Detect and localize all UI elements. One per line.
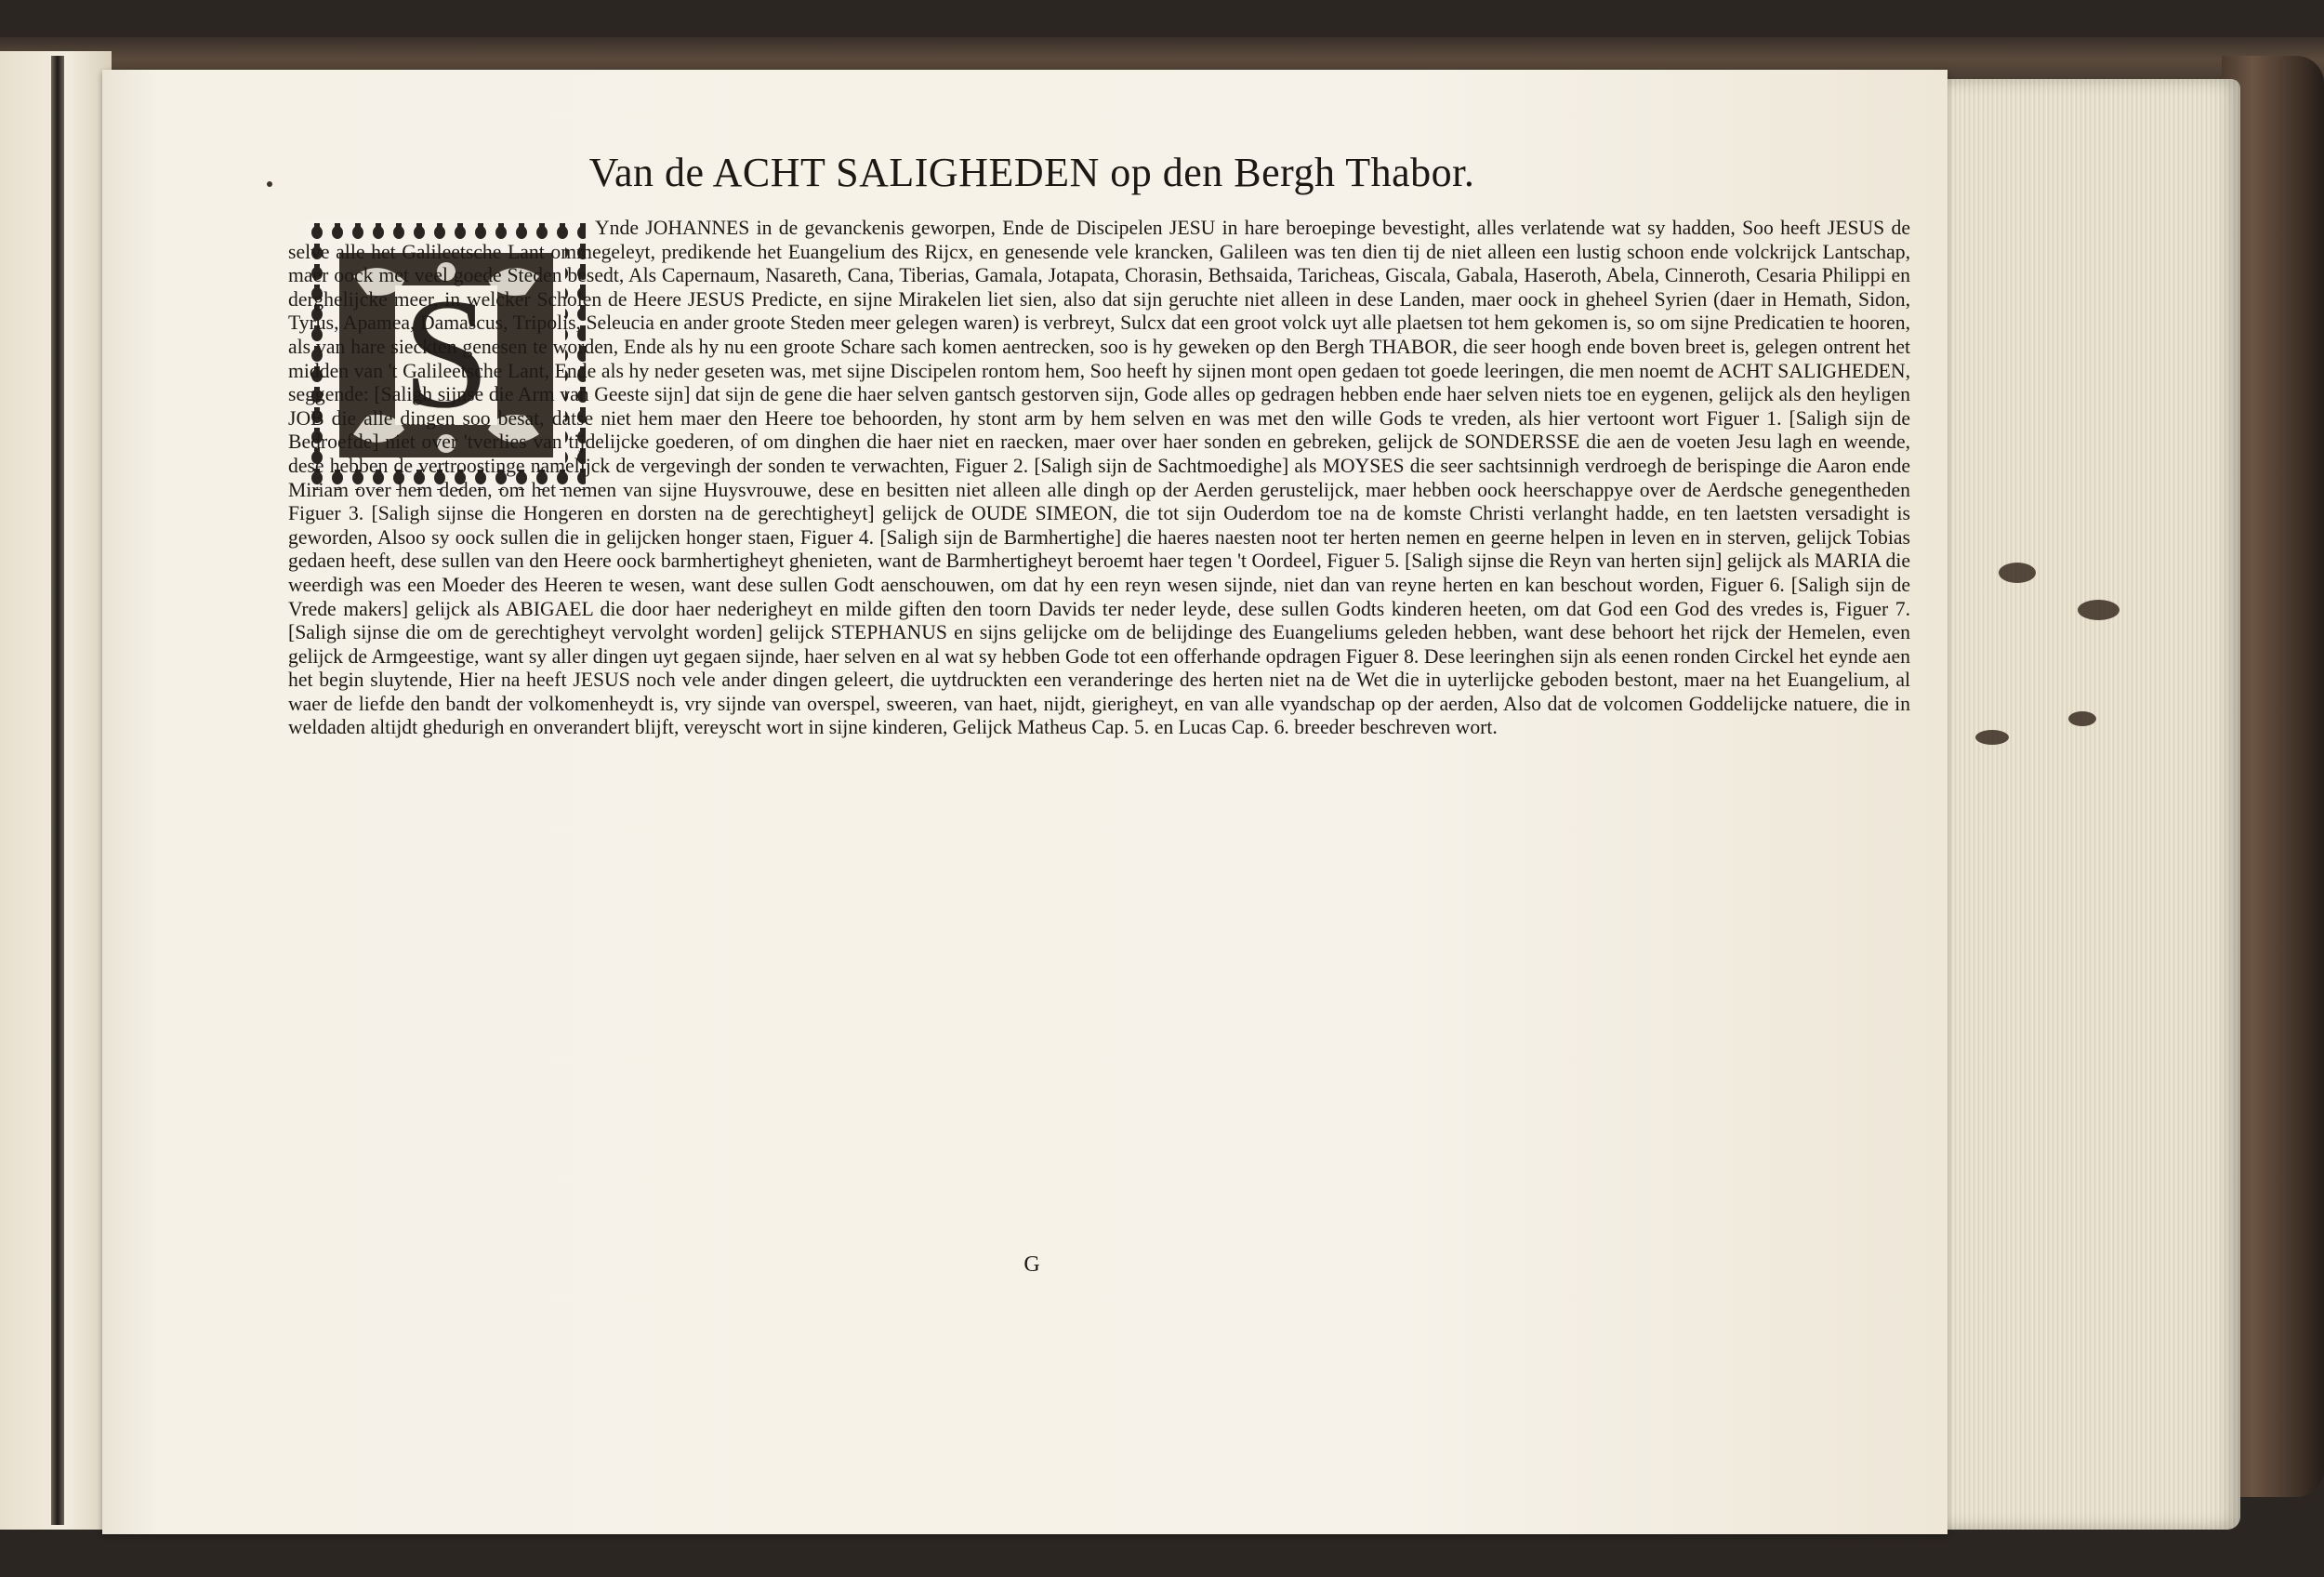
stain-mark xyxy=(1975,730,2009,745)
stain-mark xyxy=(2068,711,2096,726)
page-block-edges xyxy=(1929,79,2240,1530)
svg-text:S: S xyxy=(402,266,491,441)
stain-mark xyxy=(1999,563,2036,583)
body-paragraph: Ynde JOHANNES in de gevanckenis geworpen, Ende de Discipelen JESU in hare beroepinge bevestight, alles verlatende wat sy hadden, Soo heeft JESUS de selve alle het Galileetsche Lant ommegeleyt, predikende het Euangelium des Rijcx, en genesende vele krancken, Galileen was ten dien tij de niet alleen een lustig schoon ende volckrijck Lantschap, maer oock met veel goede Steden besedt, Als Capernaum, Nasareth, Cana, Tiberias, Gamala, Jotapata, Chorasin, Bethsaida, Taricheas, Giscala, Gabala, Haseroth, Abela, Cinneroth, Cesaria Philippi en derghelijcke meer, in welcker Scholen de Heere JESUS Predicte, en sijne Mirakelen liet sien, also dat sijn geruchte niet alleen in dese Landen, maer oock in gheheel Syrien (daer in Hemath, Sidon, Tyrus, Apamea, Damascus, Tripolis, Seleucia en ander groote Steden meer gelegen waren) is verbreyt, Sulcx dat een groot volck uyt alle plaetsen tot hem gekomen is, so om sijne Predicatien te hooren, als van hare sieckten genesen te worden, Ende als hy nu een groote Schare sach komen aentrecken, soo is hy geweken op den Bergh THABOR, die seer hoogh ende boven breet is, gelegen ontrent het midden van 't Galileetsche Lant, Ende als hy neder geseten was, met sijne Discipelen rontom hem, Soo heeft hy sijnen mont open gedaen tot goede leeringen, die men noemt de ACHT SALIGHEDEN, seggende: [Saligh sijnse die Arm van Geeste sijn] dat sijn de gene die haer selven gantsch gestorven sijn, Gode alles op gedragen hebben ende haer selven niets toe en eygenen, gelijck als den heyligen JOB die alle dingen soo besat, datse niet hem maer den Heere toe behoorden, hy stont arm by hem selven en was met den wille Gods te vreden, als hier vertoont wort Figuer 1. [Saligh sijn de Bedroefde] niet over 'tverlies van tijdelijcke goederen, of om dinghen die haer niet en raecken, maer over haer sonden en gebreken, gelijck de SONDERSSE die aen de voeten Jesu lagh en weende, dese hebben de vertroostinge namelijck de vergevingh der sonden te verwachten, Figuer 2. [Saligh sijn de Sachtmoedighe] als MOYSES die seer sachtsinnigh verdroegh de berispinge die Aaron ende Miriam over hem deden, om het nemen van sijne Huysvrouwe, dese en besitten niet alleen alle dingh op der Aerden gerustelijck, maer hebben oock heerschappye over de Aerdsche genegentheden Figuer 3. [Saligh sijnse die Hongeren en dorsten na de gerechtigheyt] gelijck de OUDE SIMEON, die tot sijn Ouderdom toe na de komste Christi verlanght hadde, en ten laetsten versadight is geworden, Alsoo sy oock sullen die in gelijcken honger staen, Figuer 4. [Saligh sijn de Barmhertighe] die haeres naesten noot ter herten nemen en geerne helpen in leven en in sterven, gelijck Tobias gedaen heeft, dese sullen van den Heere oock barmhertigheyt ghenieten, want de Barmhertigheyt beroemt haer tegen 't Oordeel, Figuer 5. [Saligh sijnse die Reyn van herten sijn] gelijck als MARIA die weerdigh was een Moeder des Heeren te wesen, want dese sullen Godt aenschouwen, om dat hy een reyn wesen sijnde, niet dan van reyne herten en kan beschout worden, Figuer 6. [Saligh sijn de Vrede makers] gelijck als ABIGAEL die door haer nederigheyt en milde giften den toorn Davids ter neder leyde, dese sullen Godts kinderen heeten, om dat God een God des vredes is, Figuer 7. [Saligh sijnse die om de gerechtigheyt vervolght worden] gelijck STEPHANUS en sijns gelijcke om de belijdinge des Euangeliums geleden hebben, want dese behoort het rijck der Hemelen, even gelijck de Armgeestige, want sy aller dingen uyt gegaen sijnde, haer selven en al wat sy hebben Gode tot een offerhande opdragen Figuer 8. Dese leeringhen sijn als eenen ronden Circkel het eynde aen het begin sluytende, Hier na heeft JESUS noch vele ander dingen geleert, die uytdruckten een veranderinge des herten niet na de Wet die in uyterlijcke geboden bestont, maer na het Euangelium, al waer de liefde den bandt der volkomenheydt is, vry sijnde van overspel, sweeren, van haet, nijdt, gierigheyt, en van alle vyandschap op der aerden, Also dat de volcomen Goddelijcke natuere, die in weldaden altijdt ghedurigh en onverandert blijft, vereyscht wort in sijne kinderen, Gelijck Matheus Cap. 5. en Lucas Cap. 6. breeder beschreven wort. xyxy=(288,217,1910,739)
book-gutter xyxy=(51,56,64,1525)
page-title: Van de ACHT SALIGHEDEN op den Bergh Thabor. xyxy=(588,150,1475,195)
book-page xyxy=(102,70,1948,1534)
body-text xyxy=(288,217,1910,740)
signature-mark: G xyxy=(1023,1252,1040,1277)
stain-mark xyxy=(2078,600,2119,620)
